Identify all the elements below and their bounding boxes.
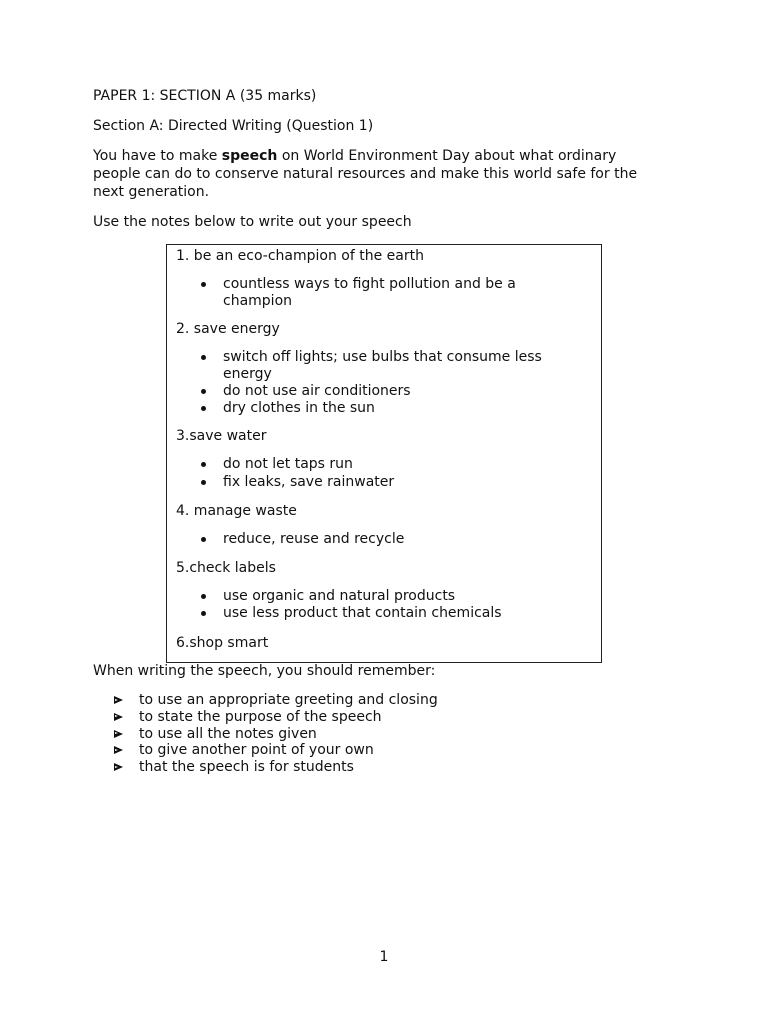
remember-item-text: that the speech is for students — [139, 759, 354, 776]
note-points — [167, 531, 553, 548]
note-point-text: use organic and natural products — [223, 588, 456, 604]
bullet-icon — [201, 594, 206, 599]
remember-item — [112, 742, 438, 759]
note-point-text: fix leaks, save rainwater — [223, 474, 395, 490]
arrow-bullet-icon — [114, 730, 123, 738]
remember-item-text: to use an appropriate greeting and closing — [139, 692, 438, 708]
note-title: 6.shop smart — [176, 635, 269, 651]
bullet-icon — [201, 611, 206, 616]
note-title: 3.save water — [176, 428, 267, 444]
remember-lead: When writing the speech, you should remember: — [93, 663, 436, 679]
note-point — [167, 349, 553, 383]
intro-bold-word: speech — [221, 148, 278, 164]
remember-item — [112, 692, 438, 709]
intro-text-after: on World Environment Day about what ordinary people can do to conserve natural resources and make this world safe for the next generation. — [93, 148, 638, 200]
bullet-icon — [201, 462, 206, 467]
remember-item-text: to give another point of your own — [139, 742, 374, 759]
notes-lead: Use the notes below to write out your speech — [93, 214, 412, 230]
note-point-text: reduce, reuse and recycle — [223, 531, 405, 547]
bullet-icon — [201, 537, 206, 542]
remember-item — [112, 759, 438, 776]
task-instructions — [93, 147, 663, 201]
note-point-text: do not let taps run — [223, 456, 353, 472]
bullet-icon — [201, 406, 206, 411]
remember-item-text: to use all the notes given — [139, 725, 317, 742]
note-points — [167, 276, 553, 310]
note-point — [167, 276, 553, 310]
arrow-bullet-icon — [114, 713, 123, 721]
note-point — [167, 474, 553, 491]
note-point-text: use less product that contain chemicals — [223, 605, 502, 621]
section-heading: Section A: Directed Writing (Question 1) — [93, 118, 374, 134]
page-number: 1 — [379, 949, 389, 965]
note-points — [167, 588, 553, 622]
remember-item — [112, 726, 438, 743]
arrow-bullet-icon — [114, 746, 123, 754]
note-point-text: do not use air conditioners — [223, 383, 411, 399]
note-point-text: switch off lights; use bulbs that consume less energy — [223, 349, 542, 382]
note-title: 1. be an eco-champion of the earth — [176, 248, 424, 264]
note-point — [167, 383, 553, 400]
note-title: 2. save energy — [176, 321, 280, 337]
note-point-text: countless ways to fight pollution and be a champion — [223, 276, 516, 309]
bullet-icon — [201, 282, 206, 287]
remember-list — [112, 692, 438, 776]
note-point — [167, 605, 553, 622]
bullet-icon — [201, 355, 206, 360]
bullet-icon — [201, 389, 206, 394]
paper-heading: PAPER 1: SECTION A (35 marks) — [93, 88, 317, 104]
notes-box — [166, 244, 602, 663]
arrow-bullet-icon — [114, 763, 123, 771]
note-point — [167, 588, 553, 605]
arrow-bullet-icon — [114, 696, 123, 704]
intro-text-before: You have to make — [93, 148, 222, 164]
note-points — [167, 456, 553, 491]
bullet-icon — [201, 480, 206, 485]
note-title: 4. manage waste — [176, 503, 297, 519]
note-point-text: dry clothes in the sun — [223, 400, 375, 416]
remember-item-text: to state the purpose of the speech — [139, 708, 382, 725]
note-point — [167, 531, 553, 548]
note-point — [167, 400, 553, 417]
note-title: 5.check labels — [176, 560, 276, 576]
note-points — [167, 349, 553, 417]
note-point — [167, 456, 553, 473]
remember-item — [112, 709, 438, 726]
